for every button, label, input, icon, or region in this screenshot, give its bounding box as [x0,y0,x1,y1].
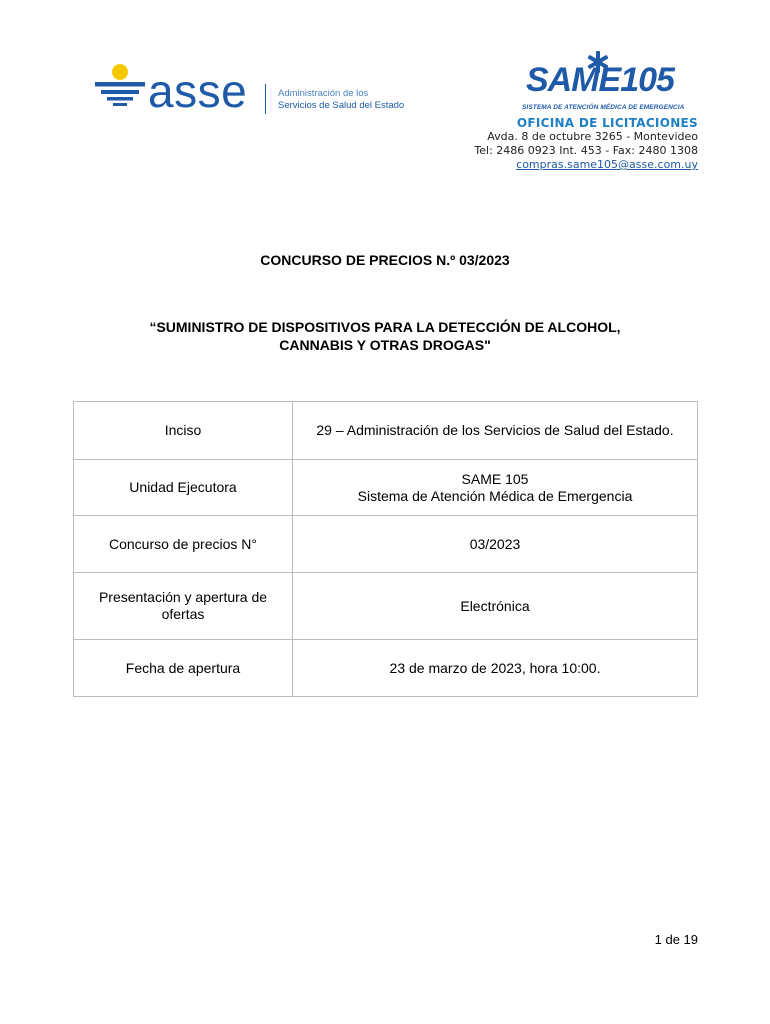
row-label: Inciso [74,402,293,460]
document-title: CONCURSO DE PRECIOS N.º 03/2023 [260,252,510,268]
office-contact [474,116,698,172]
page-number: 1 de 19 [654,932,698,947]
sun-horizon-icon [93,62,147,112]
document-subject-line1: “SUMINISTRO DE DISPOSITIVOS PARA LA DETECCIÓN DE ALCOHOL, [149,319,621,335]
table-row [74,516,698,573]
same105-logo [520,50,700,120]
row-value: 29 – Administración de los Servicios de Salud del Estado. [293,402,698,460]
document-subject-line2: CANNABIS Y OTRAS DROGAS" [279,337,491,353]
table-row [74,402,698,460]
office-email-link[interactable]: compras.same105@asse.com.uy [516,158,698,171]
row-label [74,573,293,640]
row-value: Electrónica [293,573,698,640]
asse-wordmark: asse [148,65,248,117]
row-value: 03/2023 [293,516,698,573]
table-row [74,573,698,640]
row-label: Fecha de apertura [74,640,293,697]
row-value: 23 de marzo de 2023, hora 10:00. [293,640,698,697]
asse-subtitle [278,88,404,112]
row-value [293,460,698,516]
table-row [74,460,698,516]
row-label: Concurso de precios N° [74,516,293,573]
document-subject [0,318,770,354]
tender-info-table [73,401,698,697]
row-value-line2: Sistema de Atención Médica de Emergencia [357,487,633,504]
same105-wordmark: SAME105 [526,61,674,99]
office-phone: Tel: 2486 0923 Int. 453 - Fax: 2480 1308 [474,144,698,157]
row-value-line1: SAME 105 [461,470,529,487]
asse-logo [93,62,413,120]
asse-subtitle-line1: Administración de los [278,88,369,99]
asse-subtitle-line2: Servicios de Salud del Estado [278,100,405,111]
row-label: Unidad Ejecutora [74,460,293,516]
logo-divider [265,84,266,114]
row-label-line2: ofertas [161,606,205,622]
row-label-line1: Presentación y apertura de [98,589,268,605]
same105-tagline: SISTEMA DE ATENCIÓN MÉDICA DE EMERGENCIA [522,104,685,111]
table-row [74,640,698,697]
office-address: Avda. 8 de octubre 3265 - Montevideo [487,130,698,143]
office-title: OFICINA DE LICITACIONES [516,116,698,130]
